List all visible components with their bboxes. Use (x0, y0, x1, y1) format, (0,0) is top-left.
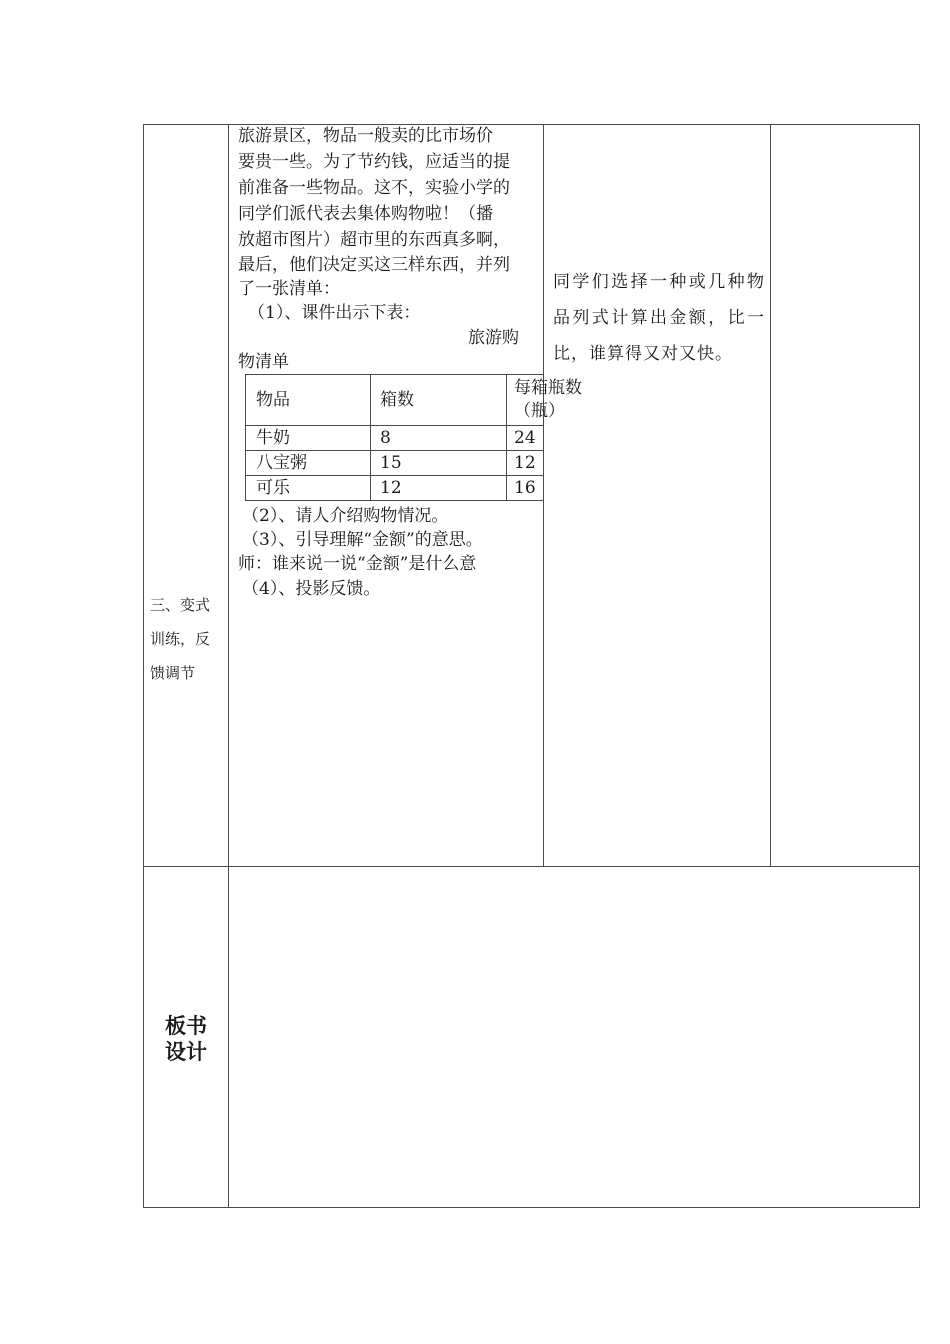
table-left-border (143, 124, 144, 1208)
board-design-label: 板书设计 (165, 1014, 207, 1064)
table-cell: 八宝粥 (256, 453, 307, 473)
intro-line: 放超市图片）超市里的东西真多啊， (238, 230, 510, 250)
table-right-border (919, 124, 920, 1208)
intro-line: 了一张清单： (238, 279, 340, 299)
intro-line: 最后，他们决定买这三样东西，并列 (238, 255, 510, 275)
student-activity: 同学们选择一种或几种物品列式计算出金额，比一比，谁算得又对又快。 (553, 272, 765, 364)
table-cell: 16 (514, 478, 536, 498)
intro-line: 要贵一些。为了节约钱，应适当的提 (238, 152, 510, 172)
table-cell: 15 (380, 453, 402, 473)
stage-label: 三、变式训练，反馈调节 (150, 596, 211, 682)
step-1: （1）、课件出示下表： (248, 303, 421, 323)
step-3: （3）、引导理解“金额”的意思。 (242, 530, 483, 550)
stage-column-divider (228, 124, 229, 1208)
intro-line: 旅游景区，物品一般卖的比市场价 (238, 126, 493, 146)
table-header-cell: （瓶） (514, 401, 565, 421)
table-cell: 12 (514, 453, 536, 473)
step-2: （2）、请人介绍购物情况。 (242, 506, 449, 526)
shopping-table-title: 物清单 (238, 352, 289, 372)
table-cell: 12 (380, 478, 402, 498)
teacher-column-divider (543, 124, 544, 867)
table-cell: 24 (514, 428, 536, 448)
student-column-divider (770, 124, 771, 867)
table-cell: 牛奶 (256, 428, 290, 448)
intro-line: 前准备一些物品。这不，实验小学的 (238, 178, 510, 198)
intro-line: 同学们派代表去集体购物啦！（播 (238, 204, 493, 224)
table-header-cell: 箱数 (380, 390, 414, 410)
teacher-question: 师：谁来说一说“金额”是什么意 (238, 554, 477, 574)
shopping-table-title: 旅游购 (468, 328, 519, 348)
table-header-cell: 每箱瓶数 (514, 378, 582, 398)
table-cell: 8 (380, 428, 391, 448)
table-bottom-border (143, 1207, 920, 1208)
table-header-cell: 物品 (256, 390, 290, 410)
step-4: （4）、投影反馈。 (242, 579, 381, 599)
row-divider (143, 866, 920, 867)
table-cell: 可乐 (256, 478, 290, 498)
